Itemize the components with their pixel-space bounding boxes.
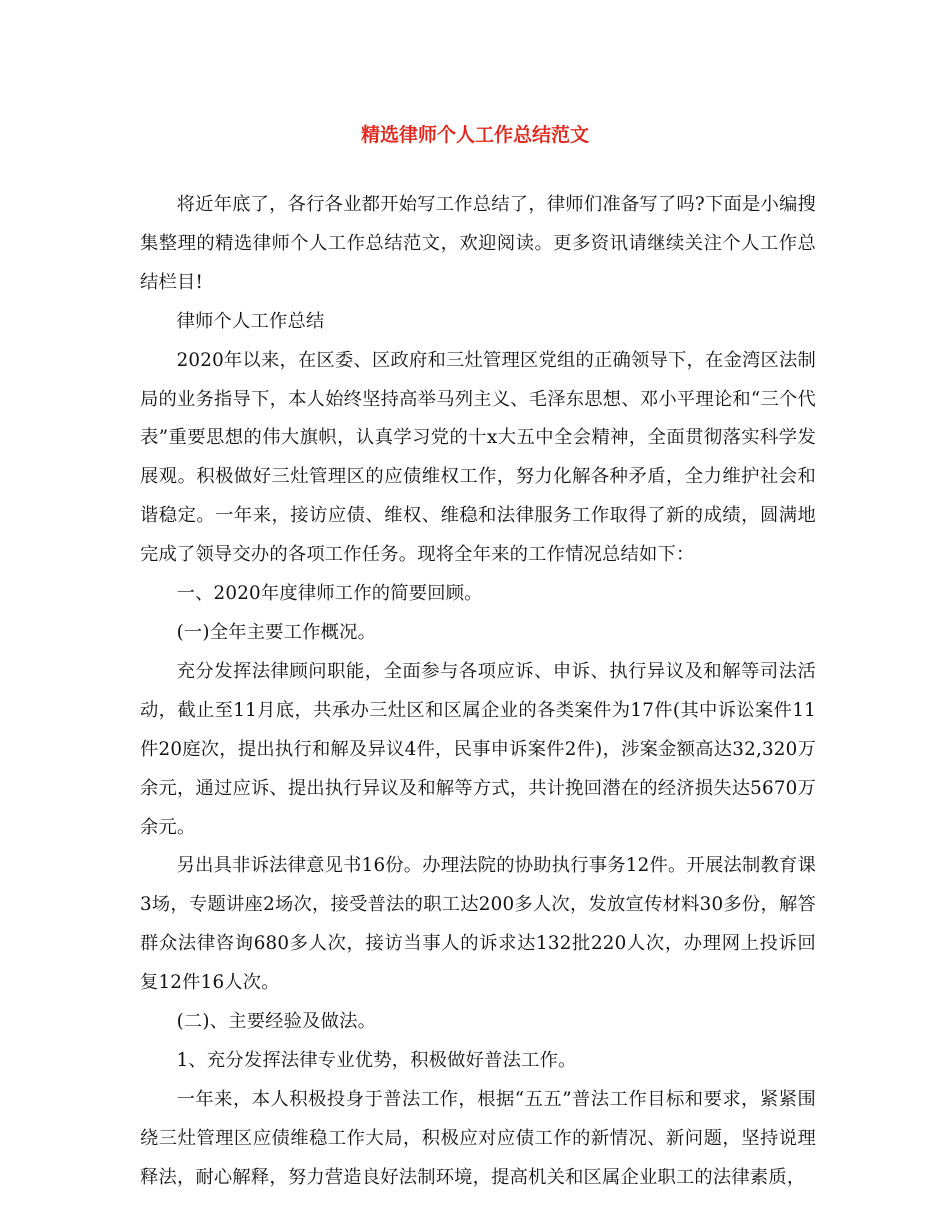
paragraph-other-work: 另出具非诉法律意见书16份。办理法院的协助执行事务12件。开展法制教育课3场，专题讲座2场次，接受普法的职工达200多人次，发放宣传材料30多份，解答群众法律咨询680多人次，接访当事人的诉求达132批220人次，办理网上投诉回复12件16人次。 [140, 855, 816, 994]
document-body [140, 186, 816, 1198]
paragraph-intro: 将近年底了，各行各业都开始写工作总结了，律师们准备写了吗?下面是小编搜集整理的精选律师个人工作总结范文，欢迎阅读。更多资讯请继续关注个人工作总结栏目! [140, 194, 816, 293]
subsection-heading-experience: (二)、主要经验及做法。 [176, 1011, 377, 1033]
paragraph-subtitle: 律师个人工作总结 [176, 310, 325, 332]
section-heading-review: 一、2020年度律师工作的简要回顾。 [176, 583, 483, 605]
item-heading-1: 1、充分发挥法律专业优势，积极做好普法工作。 [176, 1049, 577, 1071]
document-title: 精选律师个人工作总结范文 [360, 124, 589, 146]
paragraph-overview: 2020年以来，在区委、区政府和三灶管理区党组的正确领导下，在金湾区法制局的业务指导下，本人始终坚持高举马列主义、毛泽东思想、邓小平理论和“三个代表”重要思想的伟大旗帜，认真学习党的十x大五中全会精神，全面贯彻落实科学发展观。积极做好三灶管理区的应债维权工作，努力化解各种矛盾，全力维护社会和谐稳定。一年来，接访应债、维权、维稳和法律服务工作取得了新的成绩，圆满地完成了领导交办的各项工作任务。现将全年来的工作情况总结如下： [140, 349, 816, 566]
subsection-heading-summary: (一)全年主要工作概况。 [176, 621, 377, 643]
paragraph-cases: 充分发挥法律顾问职能，全面参与各项应诉、申诉、执行异议及和解等司法活动，截止至11月底，共承办三灶区和区属企业的各类案件为17件(其中诉讼案件11件20庭次，提出执行和解及异议4件，民事申诉案件2件)，涉案金额高达32,320万余元，通过应诉、提出执行异议及和解等方式，共计挽回潜在的经济损失达5670万余元。 [140, 660, 816, 838]
paragraph-legal-education: 一年来，本人积极投身于普法工作，根据“五五”普法工作目标和要求，紧紧围绕三灶管理区应债维稳工作大局，积极应对应债工作的新情况、新问题，坚持说理释法，耐心解释，努力营造良好法制环境，提高机关和区属企业职工的法律素质， [140, 1088, 816, 1188]
